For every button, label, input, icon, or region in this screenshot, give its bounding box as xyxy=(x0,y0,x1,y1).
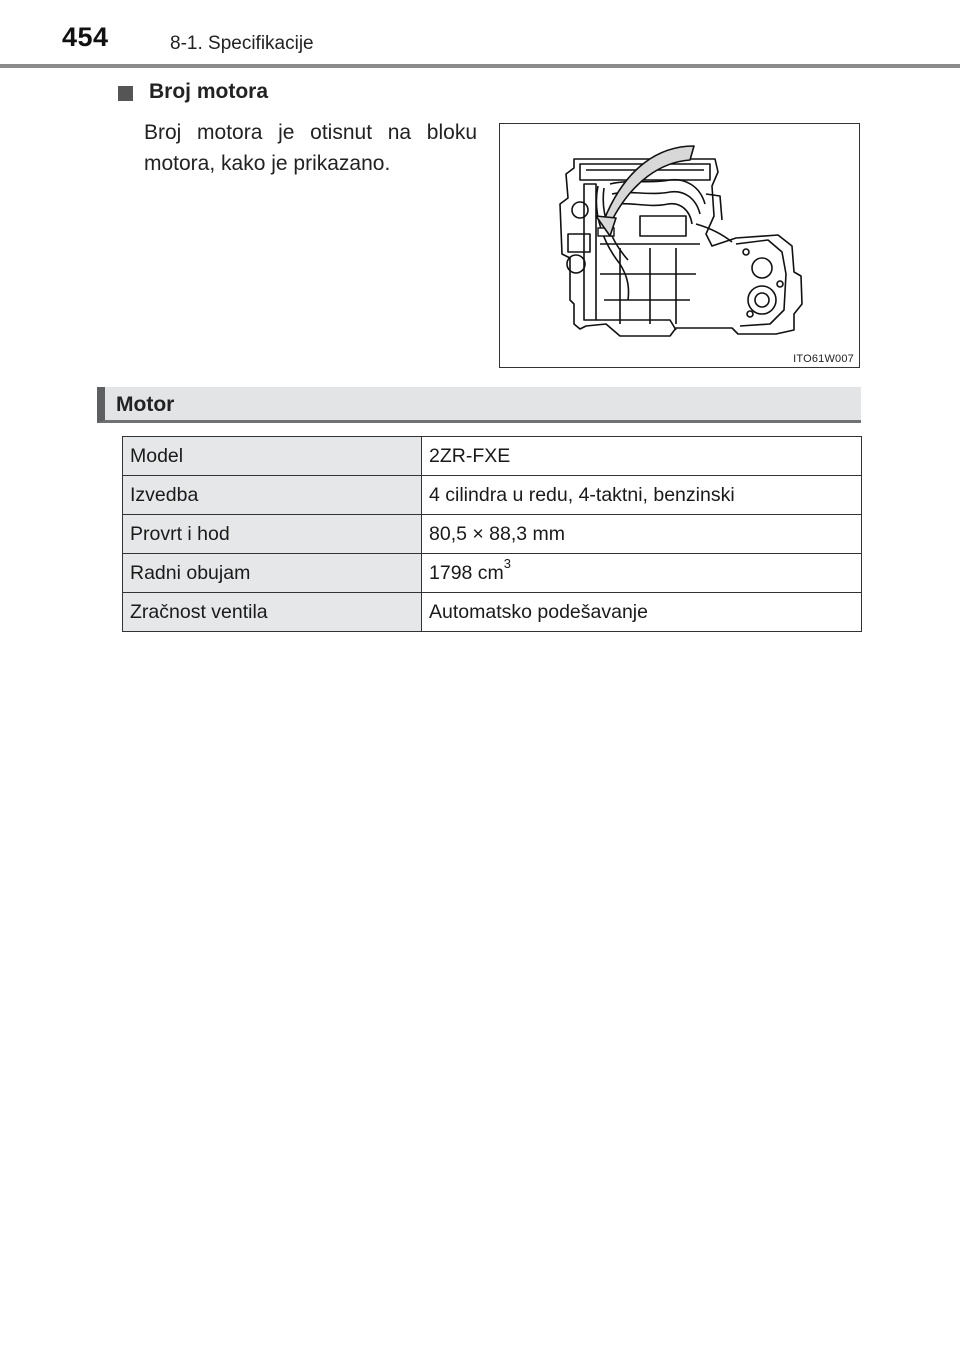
spec-label: Model xyxy=(123,437,422,476)
spec-label: Provrt i hod xyxy=(123,515,422,554)
table-row xyxy=(123,554,862,593)
engine-figure xyxy=(499,123,860,368)
spec-value-cell xyxy=(422,554,862,593)
spec-value-superscript: 3 xyxy=(503,556,512,571)
table-row xyxy=(123,593,862,632)
header-rule xyxy=(0,64,960,68)
page-number: 454 xyxy=(62,22,109,52)
spec-value: 1798 cm xyxy=(429,561,504,584)
spec-value: Automatsko podešavanje xyxy=(422,593,862,632)
motor-section-title: Motor xyxy=(116,393,175,416)
engine-illustration xyxy=(500,124,859,367)
engine-spec-table xyxy=(122,436,862,632)
curved-arrow-icon xyxy=(604,146,694,224)
spec-value: 80,5 × 88,3 mm xyxy=(422,515,862,554)
spec-value: 4 cilindra u redu, 4-taktni, benzinski xyxy=(422,476,862,515)
table-row xyxy=(123,476,862,515)
spec-value: 2ZR-FXE xyxy=(422,437,862,476)
figure-code: ITO61W007 xyxy=(793,353,854,365)
spec-label: Zračnost ventila xyxy=(123,593,422,632)
motor-section-header xyxy=(97,387,861,423)
spec-label: Radni obujam xyxy=(123,554,422,593)
engine-number-heading-text: Broj motora xyxy=(149,80,269,103)
section-title: 8-1. Specifikacije xyxy=(170,33,314,54)
spec-label: Izvedba xyxy=(123,476,422,515)
square-bullet-icon xyxy=(118,86,133,101)
table-row xyxy=(123,437,862,476)
table-row xyxy=(123,515,862,554)
engine-number-description: Broj motora je otisnut na bloku motora, kako je prikazano. xyxy=(144,121,477,175)
engine-number-heading xyxy=(118,80,268,104)
